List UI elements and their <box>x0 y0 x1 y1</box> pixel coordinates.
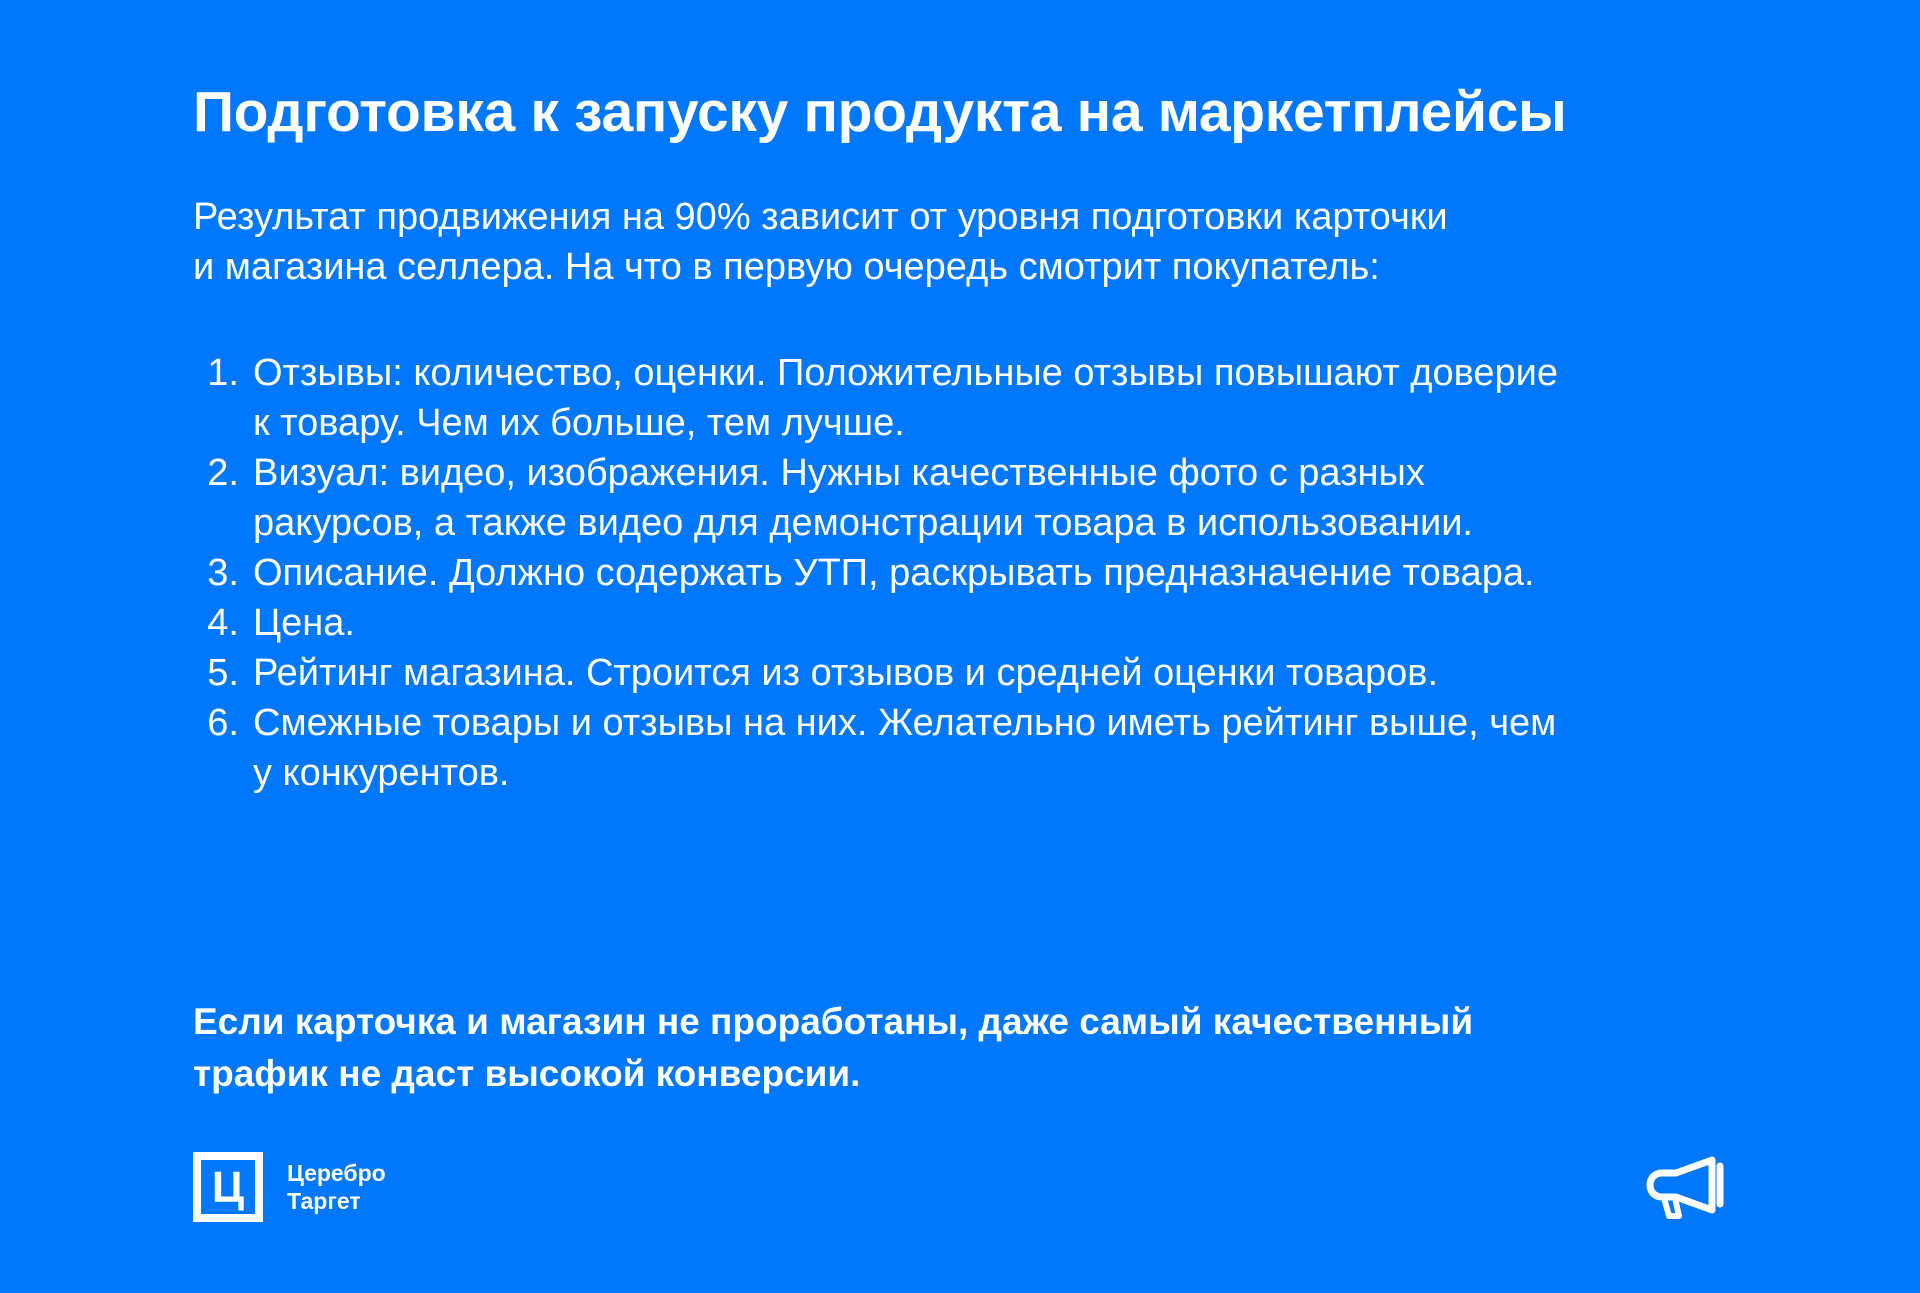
conclusion-line: трафик не даст высокой конверсии. <box>193 1053 861 1094</box>
list-item-number: 4. <box>207 602 239 644</box>
list-item-line: Смежные товары и отзывы на них. Желательно иметь рейтинг выше, чем <box>253 702 1557 744</box>
list-item-line: Отзывы: количество, оценки. Положительные отзывы повышают доверие <box>253 352 1558 394</box>
conclusion-line: Если карточка и магазин не проработаны, даже самый качественный <box>193 1001 1474 1042</box>
list-item-text <box>253 548 1753 598</box>
list-item-number: 5. <box>207 652 239 694</box>
list-item-number: 2. <box>207 452 239 494</box>
list-item-line: Визуал: видео, изображения. Нужны качественные фото с разных <box>253 452 1425 494</box>
list-item-text <box>253 448 1753 548</box>
list-item <box>193 348 1753 448</box>
list-item-number: 1. <box>207 352 239 394</box>
brand-name <box>287 1159 386 1215</box>
intro-line: Результат продвижения на 90% зависит от уровня подготовки карточки <box>193 196 1448 238</box>
list-item-text <box>253 348 1753 448</box>
list-item <box>193 448 1753 548</box>
brand-logo-icon <box>193 1152 263 1222</box>
list-item-line: Цена. <box>253 602 355 644</box>
list-item-number: 6. <box>207 702 239 744</box>
list-item-line: Рейтинг магазина. Строится из отзывов и средней оценки товаров. <box>253 652 1438 694</box>
brand-name-line: Церебро <box>287 1160 386 1186</box>
list-item <box>193 698 1753 798</box>
list-item-text <box>253 698 1753 798</box>
logo-mark-letter: Ц <box>211 1163 245 1212</box>
list-item-number: 3. <box>207 552 239 594</box>
list-item-text <box>253 648 1753 698</box>
list-item <box>193 548 1753 598</box>
intro-paragraph <box>193 192 1753 292</box>
page-title: Подготовка к запуску продукта на маркетплейсы <box>193 80 1567 144</box>
list-item-line: у конкурентов. <box>253 752 510 794</box>
list-item-line: ракурсов, а также видео для демонстрации товара в использовании. <box>253 502 1473 544</box>
brand-logo <box>193 1152 386 1222</box>
megaphone-icon <box>1646 1152 1730 1224</box>
list-item <box>193 598 1753 648</box>
factor-list <box>193 348 1753 798</box>
conclusion-text <box>193 996 1753 1100</box>
brand-name-line: Таргет <box>287 1188 361 1214</box>
intro-line: и магазина селлера. На что в первую очередь смотрит покупатель: <box>193 246 1380 288</box>
list-item-text <box>253 598 1753 648</box>
list-item-line: Описание. Должно содержать УТП, раскрывать предназначение товара. <box>253 552 1535 594</box>
list-item-line: к товару. Чем их больше, тем лучше. <box>253 402 905 444</box>
list-item <box>193 648 1753 698</box>
